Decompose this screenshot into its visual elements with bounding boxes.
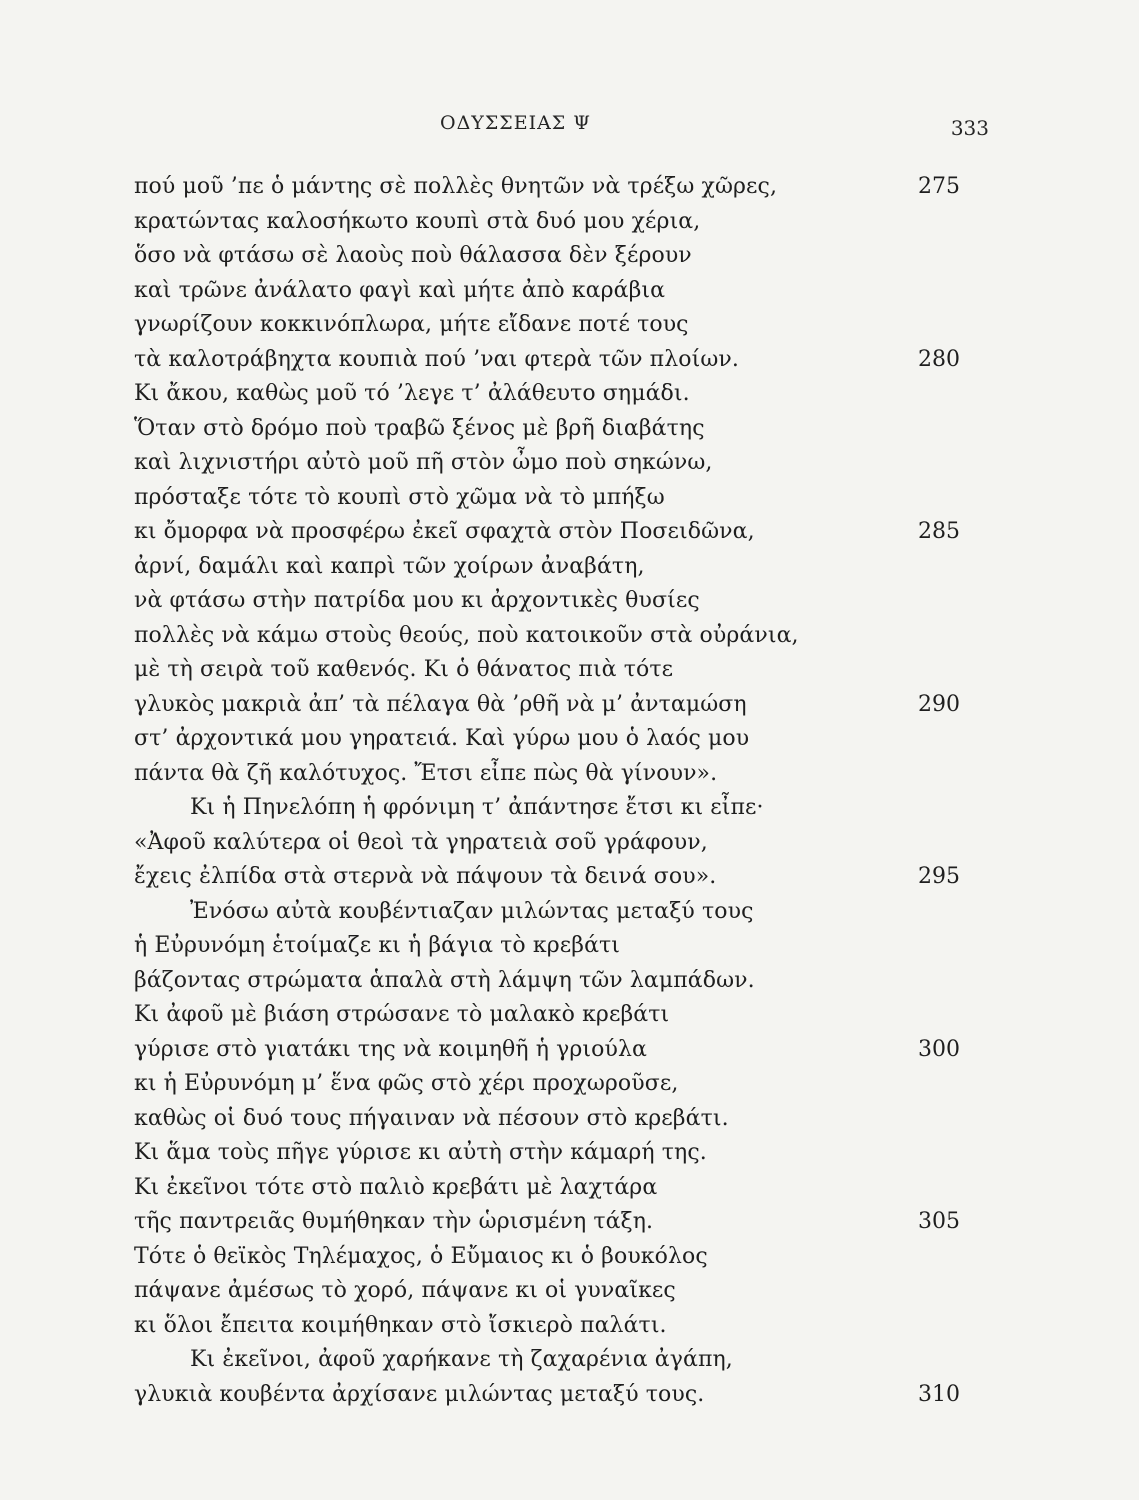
verse-line [0, 515, 1139, 550]
verse-line [0, 722, 1139, 757]
verse-text: πάντα θὰ ζῆ καλότυχος. Ἔτσι εἶπε πὼς θὰ γίνουν». [134, 760, 718, 786]
verse-text: Κι ἄκου, καθὼς μοῦ τό ’λεγε τ’ ἀλάθευτο σημάδι. [134, 381, 690, 406]
running-head [0, 112, 1139, 142]
line-number: 280 [918, 346, 960, 372]
verse-line [0, 205, 1139, 240]
verse-text: μὲ τὴ σειρὰ τοῦ καθενός. Κι ὁ θάνατος πιὰ τότε [134, 657, 674, 682]
verse-text: ἀρνί, δαμάλι καὶ καπρὶ τῶν χοίρων ἀναβάτη, [134, 553, 645, 579]
verse-text: γλυκιὰ κουβέντα ἀρχίσανε μιλώντας μεταξύ τους. [134, 1381, 705, 1407]
verse-text: πολλὲς νὰ κάμω στοὺς θεούς, ποὺ κατοικοῦν στὰ οὐράνια, [134, 622, 799, 648]
verse-line [0, 895, 1139, 930]
line-number: 300 [918, 1036, 960, 1062]
verse-line [0, 860, 1139, 895]
verse-line [0, 757, 1139, 792]
verse-text: Κι ἐκεῖνοι τότε στὸ παλιὸ κρεβάτι μὲ λαχτάρα [134, 1174, 658, 1200]
verse-line [0, 1205, 1139, 1240]
verse-text: ἔχεις ἐλπίδα στὰ στερνὰ νὰ πάψουν τὰ δεινά σου». [134, 864, 717, 889]
verse-text: κι ὅλοι ἔπειτα κοιμήθηκαν στὸ ἴσκιερὸ παλάτι. [134, 1312, 667, 1338]
verse-line [0, 446, 1139, 481]
verse-text: κρατώντας καλοσήκωτο κουπὶ στὰ δυό μου χέρια, [134, 208, 701, 234]
verse-line [0, 481, 1139, 516]
verse-text: Τότε ὁ θεϊκὸς Τηλέμαχος, ὁ Εὔμαιος κι ὁ βουκόλος [134, 1243, 708, 1269]
verse-text: Κι ἀφοῦ μὲ βιάση στρώσανε τὸ μαλακὸ κρεβάτι [134, 1002, 670, 1027]
verse-text: Ὅταν στὸ δρόμο ποὺ τραβῶ ξένος μὲ βρῆ διαβάτης [134, 415, 705, 441]
verse-line [0, 1343, 1139, 1378]
verse-text: γλυκὸς μακριὰ ἀπ’ τὰ πέλαγα θὰ ’ρθῆ νὰ μ’ ἀνταμώση [134, 691, 747, 717]
line-number: 310 [918, 1381, 960, 1407]
verse-line [0, 1309, 1139, 1344]
line-number: 290 [918, 691, 960, 717]
verse-line [0, 239, 1139, 274]
verse-text: Ἐνόσω αὐτὰ κουβέντιαζαν μιλώντας μεταξύ τους [190, 898, 754, 924]
verse-line [0, 998, 1139, 1033]
verse-text: τὰ καλοτράβηχτα κουπιὰ πού ’ναι φτερὰ τῶν πλοίων. [134, 346, 739, 372]
verse-text: στ’ ἀρχοντικά μου γηρατειά. Καὶ γύρω μου ὁ λαός μου [134, 726, 750, 751]
line-number: 305 [918, 1209, 960, 1234]
verse-line [0, 550, 1139, 585]
verse-line [0, 1171, 1139, 1206]
verse-text: γνωρίζουν κοκκινόπλωρα, μήτε εἴδανε ποτέ τους [134, 312, 689, 337]
poem-text [0, 170, 1139, 1412]
verse-line [0, 1067, 1139, 1102]
verse-line [0, 1102, 1139, 1137]
verse-text: ἡ Εὐρυνόμη ἑτοίμαζε κι ἡ βάγια τὸ κρεβάτι [134, 933, 621, 958]
verse-text: ὅσο νὰ φτάσω σὲ λαοὺς ποὺ θάλασσα δὲν ξέρουν [134, 243, 692, 268]
verse-line [0, 170, 1139, 205]
verse-text: Κι ἡ Πηνελόπη ἡ φρόνιμη τ’ ἀπάντησε ἔτσι κι εἶπε· [190, 795, 764, 820]
verse-line [0, 377, 1139, 412]
verse-line [0, 1136, 1139, 1171]
line-number: 295 [918, 864, 960, 889]
line-number: 275 [918, 174, 960, 199]
verse-line [0, 791, 1139, 826]
verse-text: πού μοῦ ’πε ὁ μάντης σὲ πολλὲς θνητῶν νὰ τρέξω χῶρες, [134, 174, 778, 199]
running-title: ΟΔΥΣΣΕΙΑΣ Ψ [440, 112, 591, 134]
verse-text: νὰ φτάσω στὴν πατρίδα μου κι ἀρχοντικὲς θυσίες [134, 588, 700, 613]
verse-text: Κι ἅμα τοὺς πῆγε γύρισε κι αὐτὴ στὴν κάμαρή της. [134, 1140, 707, 1165]
verse-line [0, 1033, 1139, 1068]
verse-line [0, 964, 1139, 999]
verse-line [0, 929, 1139, 964]
verse-text: βάζοντας στρώματα ἁπαλὰ στὴ λάμψη τῶν λαμπάδων. [134, 967, 755, 993]
verse-line [0, 274, 1139, 309]
verse-text: καὶ λιχνιστήρι αὐτὸ μοῦ πῆ στὸν ὦμο ποὺ σηκώνω, [134, 450, 713, 475]
verse-line [0, 343, 1139, 378]
line-number: 285 [918, 519, 960, 544]
verse-text: πάψανε ἀμέσως τὸ χορό, πάψανε κι οἱ γυναῖκες [134, 1278, 676, 1303]
verse-line [0, 1378, 1139, 1413]
verse-text: κι ὄμορφα νὰ προσφέρω ἐκεῖ σφαχτὰ στὸν Ποσειδῶνα, [134, 519, 755, 544]
verse-line [0, 619, 1139, 654]
verse-text: γύρισε στὸ γιατάκι της νὰ κοιμηθῆ ἡ γριούλα [134, 1036, 647, 1062]
verse-line [0, 1240, 1139, 1275]
verse-line [0, 688, 1139, 723]
verse-text: καὶ τρῶνε ἀνάλατο φαγὶ καὶ μήτε ἀπὸ καράβια [134, 277, 666, 303]
verse-line [0, 826, 1139, 861]
verse-text: κι ἡ Εὐρυνόμη μ’ ἕνα φῶς στὸ χέρι προχωροῦσε, [134, 1071, 679, 1096]
verse-line [0, 412, 1139, 447]
verse-text: πρόσταξε τότε τὸ κουπὶ στὸ χῶμα νὰ τὸ μπήξω [134, 484, 665, 510]
verse-text: «Ἀφοῦ καλύτερα οἱ θεοὶ τὰ γηρατειὰ σοῦ γράφουν, [134, 829, 708, 855]
verse-line [0, 308, 1139, 343]
verse-line [0, 584, 1139, 619]
page-number: 333 [950, 116, 989, 140]
verse-text: καθὼς οἱ δυό τους πήγαιναν νὰ πέσουν στὸ κρεβάτι. [134, 1105, 729, 1131]
verse-text: Κι ἐκεῖνοι, ἀφοῦ χαρήκανε τὴ ζαχαρένια ἀγάπη, [190, 1347, 733, 1372]
verse-text: τῆς παντρειᾶς θυμήθηκαν τὴν ὡρισμένη τάξη. [134, 1209, 654, 1234]
verse-line [0, 1274, 1139, 1309]
verse-line [0, 653, 1139, 688]
